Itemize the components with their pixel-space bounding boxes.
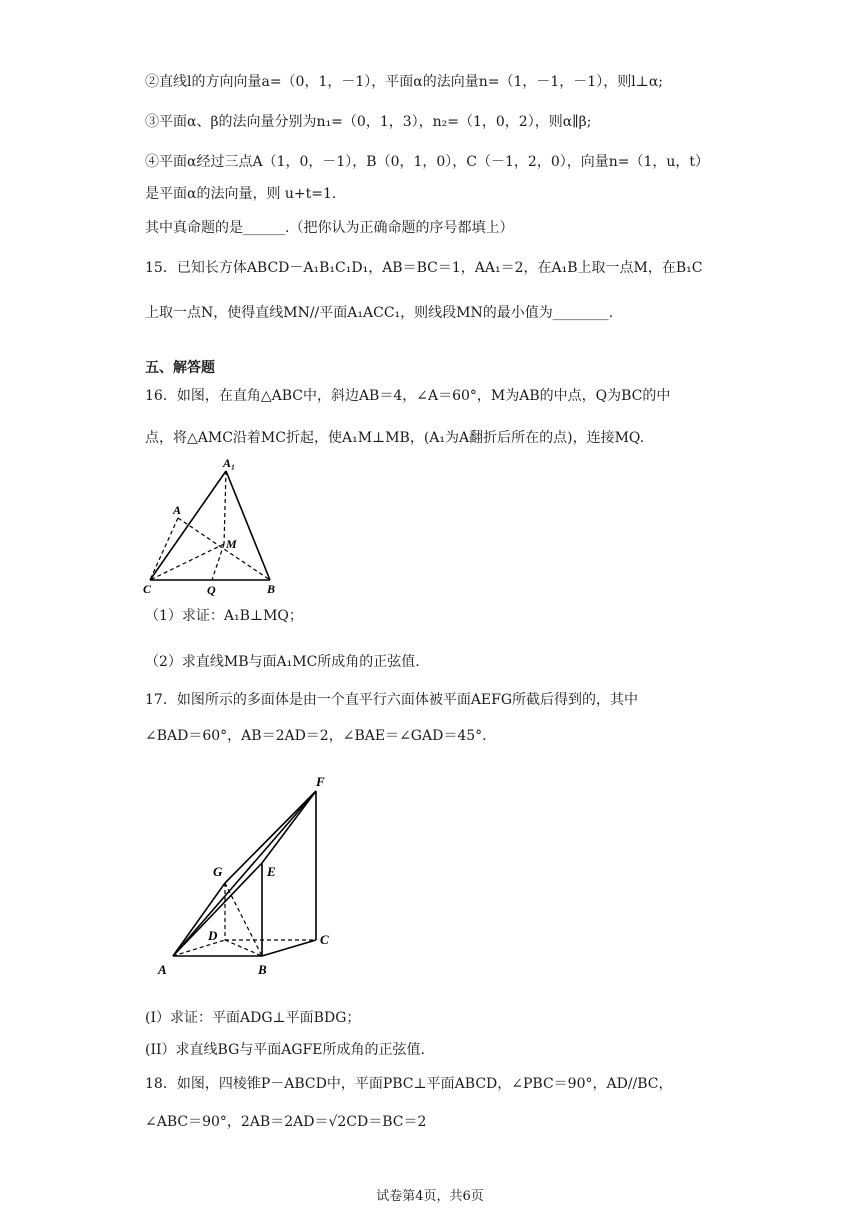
problem16-part1: （1）求证：A₁B⊥MQ；	[145, 608, 303, 624]
label-c: C	[143, 582, 152, 596]
label-b: B	[258, 962, 267, 977]
label-e: E	[267, 864, 276, 879]
problem16-line2: 点，将△AMC沿着MC折起，使A₁M⊥MB，(A₁为A翻折后所在的点)，连接MQ.	[145, 430, 645, 446]
problem14-item4-line2: 是平面α的法向量，则 u+t=1.	[145, 186, 337, 202]
figure-triangle-fold	[140, 456, 290, 598]
label-a: A	[173, 503, 182, 517]
problem17-line2: ∠BAD＝60°，AB＝2AD＝2，∠BAE＝∠GAD＝45°.	[145, 728, 487, 744]
problem17-line1: 17．如图所示的多面体是由一个直平行六面体被平面AEFG所截后得到的，其中	[145, 692, 639, 708]
problem18-line2: ∠ABC＝90°，2AB＝2AD＝√2CD＝BC＝2	[145, 1114, 427, 1130]
figure-polyhedron	[150, 770, 350, 982]
problem15-line1: 15．已知长方体ABCD－A₁B₁C₁D₁，AB＝BC＝1，AA₁＝2，在A₁B上取一点M，在B₁C	[145, 260, 703, 276]
label-d: D	[208, 928, 218, 943]
label-m: M	[226, 537, 237, 551]
label-f: F	[316, 774, 325, 789]
label-g: G	[213, 864, 223, 879]
label-b: B	[267, 582, 276, 596]
label-q: Q	[207, 583, 216, 597]
label-a1: A₁	[223, 456, 236, 470]
problem14-item2: ②直线l的方向向量a=（0，1，－1），平面α的法向量n=（1，－1，－1），则l⊥α;	[145, 74, 664, 90]
problem16-line1: 16．如图，在直角△ABC中，斜边AB＝4，∠A＝60°，M为AB的中点，Q为BC的中	[145, 388, 671, 404]
problem17-part2: (II）求直线BG与平面AGFE所成角的正弦值.	[145, 1042, 425, 1058]
problem17-part1: (I）求证：平面ADG⊥平面BDG；	[145, 1010, 361, 1026]
problem14-item3: ③平面α、β的法向量分别为n₁=（0，1，3），n₂=（1，0，2），则α∥β;	[145, 114, 592, 130]
problem18-line1: 18．如图，四棱锥P－ABCD中，平面PBC⊥平面ABCD，∠PBC＝90°，AD//BC，	[145, 1076, 673, 1092]
problem15-line2: 上取一点N，使得直线MN//平面A₁ACC₁，则线段MN的最小值为________.	[145, 305, 614, 321]
problem16-part2: （2）求直线MB与面A₁MC所成角的正弦值.	[145, 654, 420, 670]
page-footer: 试卷第4页，共6页	[376, 1189, 484, 1204]
problem14-item4-line1: ④平面α经过三点A（1，0，－1），B（0，1，0），C（－1，2，0），向量n=（1，u，t）	[145, 154, 710, 170]
problem14-question: 其中真命题的是______.（把你认为正确命题的序号都填上）	[145, 220, 514, 236]
label-c: C	[320, 932, 329, 947]
section-title: 五、解答题	[145, 360, 215, 376]
label-a: A	[158, 962, 167, 977]
